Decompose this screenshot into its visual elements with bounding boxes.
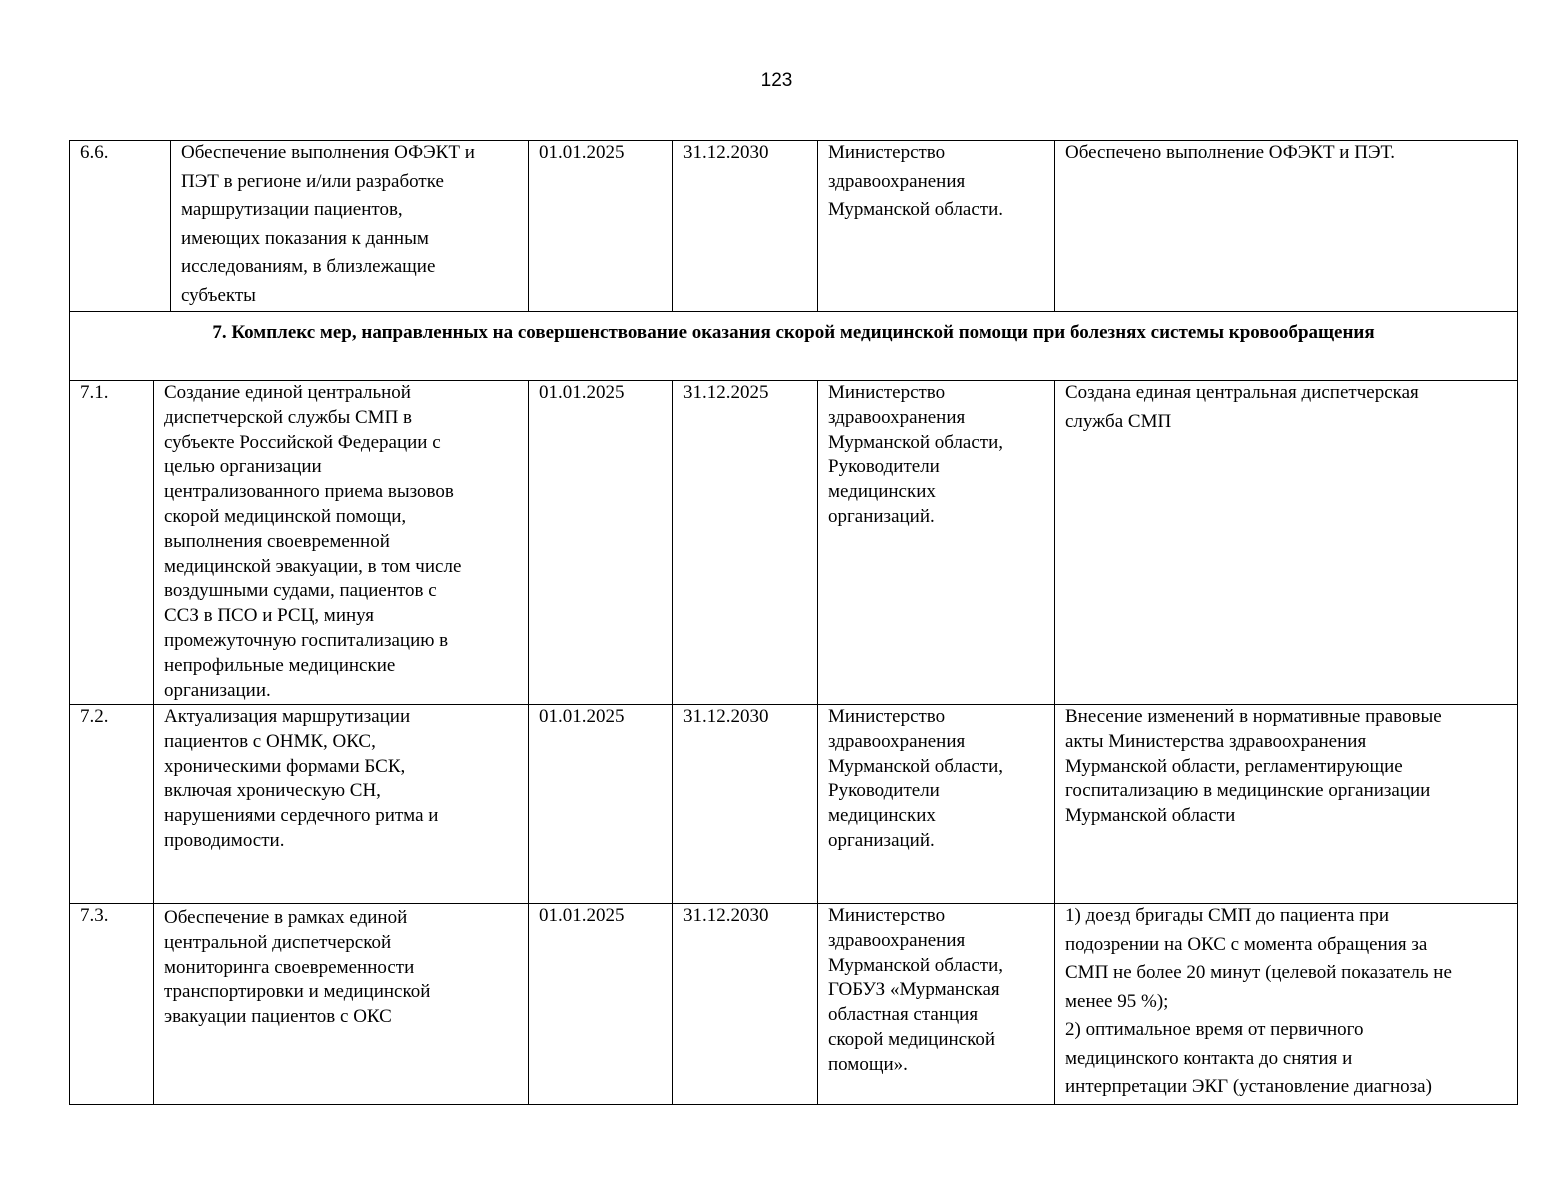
measure-description: Актуализация маршрутизации пациентов с ОНМК, ОКС, хроническими формами БСК, включая хроническую СН, нарушениями сердечного ритма и проводимости. (164, 706, 439, 851)
column-divider (1054, 380, 1055, 1104)
expected-result: Обеспечено выполнение ОФЭКТ и ПЭТ. (1065, 142, 1395, 163)
column-divider (1054, 140, 1055, 311)
column-divider (170, 140, 171, 311)
row-number: 6.6. (80, 142, 109, 163)
column-divider (817, 140, 818, 311)
column-divider (817, 380, 818, 1104)
row-divider (69, 311, 1518, 312)
page-number: 123 (760, 70, 793, 91)
responsible-executor: Министерство здравоохранения Мурманской области. (828, 142, 1004, 220)
column-divider (528, 380, 529, 1104)
expected-result: Создана единая центральная диспетчерская служба СМП (1065, 382, 1419, 432)
column-divider (672, 140, 673, 311)
end-date: 31.12.2030 (683, 905, 769, 926)
responsible-executor: Министерство здравоохранения Мурманской области, ГОБУЗ «Мурманская областная станция скорой медицинской помощи». (828, 905, 1004, 1075)
start-date: 01.01.2025 (539, 382, 625, 403)
measure-description: Создание единой центральной диспетчерской службы СМП в субъекте Российской Федерации с целью организации централизованного приема вызовов скорой медицинской помощи, выполнения своевременной медицинской эвакуации, в том числе воздушными судами, пациентов с ССЗ в ПСО и РСЦ, минуя промежуточную госпитализацию в непрофильные медицинские организации. (164, 382, 462, 701)
start-date: 01.01.2025 (539, 142, 625, 163)
end-date: 31.12.2030 (683, 142, 769, 163)
section-heading: 7. Комплекс мер, направленных на совершенствование оказания скорой медицинской помощи при болезнях системы кровообращения (212, 322, 1375, 343)
row-number: 7.3. (80, 905, 109, 926)
measure-description: Обеспечение в рамках единой центральной диспетчерской мониторинга своевременности транспортировки и медицинской эвакуации пациентов с ОКС (164, 907, 431, 1028)
row-number: 7.2. (80, 706, 109, 727)
end-date: 31.12.2025 (683, 382, 769, 403)
expected-result: 1) доезд бригады СМП до пациента при подозрении на ОКС с момента обращения за СМП не более 20 минут (целевой показатель не менее 95 %); 2) оптимальное время от первичного медицинского контакта до снятия и интерпретации ЭКГ (установление диагноза) (1065, 905, 1452, 1097)
row-number: 7.1. (80, 382, 109, 403)
responsible-executor: Министерство здравоохранения Мурманской области, Руководители медицинских организаций. (828, 382, 1004, 527)
measure-description: Обеспечение выполнения ОФЭКТ и ПЭТ в регионе и/или разработке маршрутизации пациентов, имеющих показания к данным исследованиям, в близлежащие субъекты (181, 142, 475, 306)
column-divider (672, 380, 673, 1104)
end-date: 31.12.2030 (683, 706, 769, 727)
column-divider (528, 140, 529, 311)
expected-result: Внесение изменений в нормативные правовые акты Министерства здравоохранения Мурманской области, регламентирующие госпитализацию в медицинские организации Мурманской области (1065, 706, 1442, 827)
responsible-executor: Министерство здравоохранения Мурманской области, Руководители медицинских организаций. (828, 706, 1004, 851)
start-date: 01.01.2025 (539, 905, 625, 926)
column-divider (153, 380, 154, 1104)
start-date: 01.01.2025 (539, 706, 625, 727)
